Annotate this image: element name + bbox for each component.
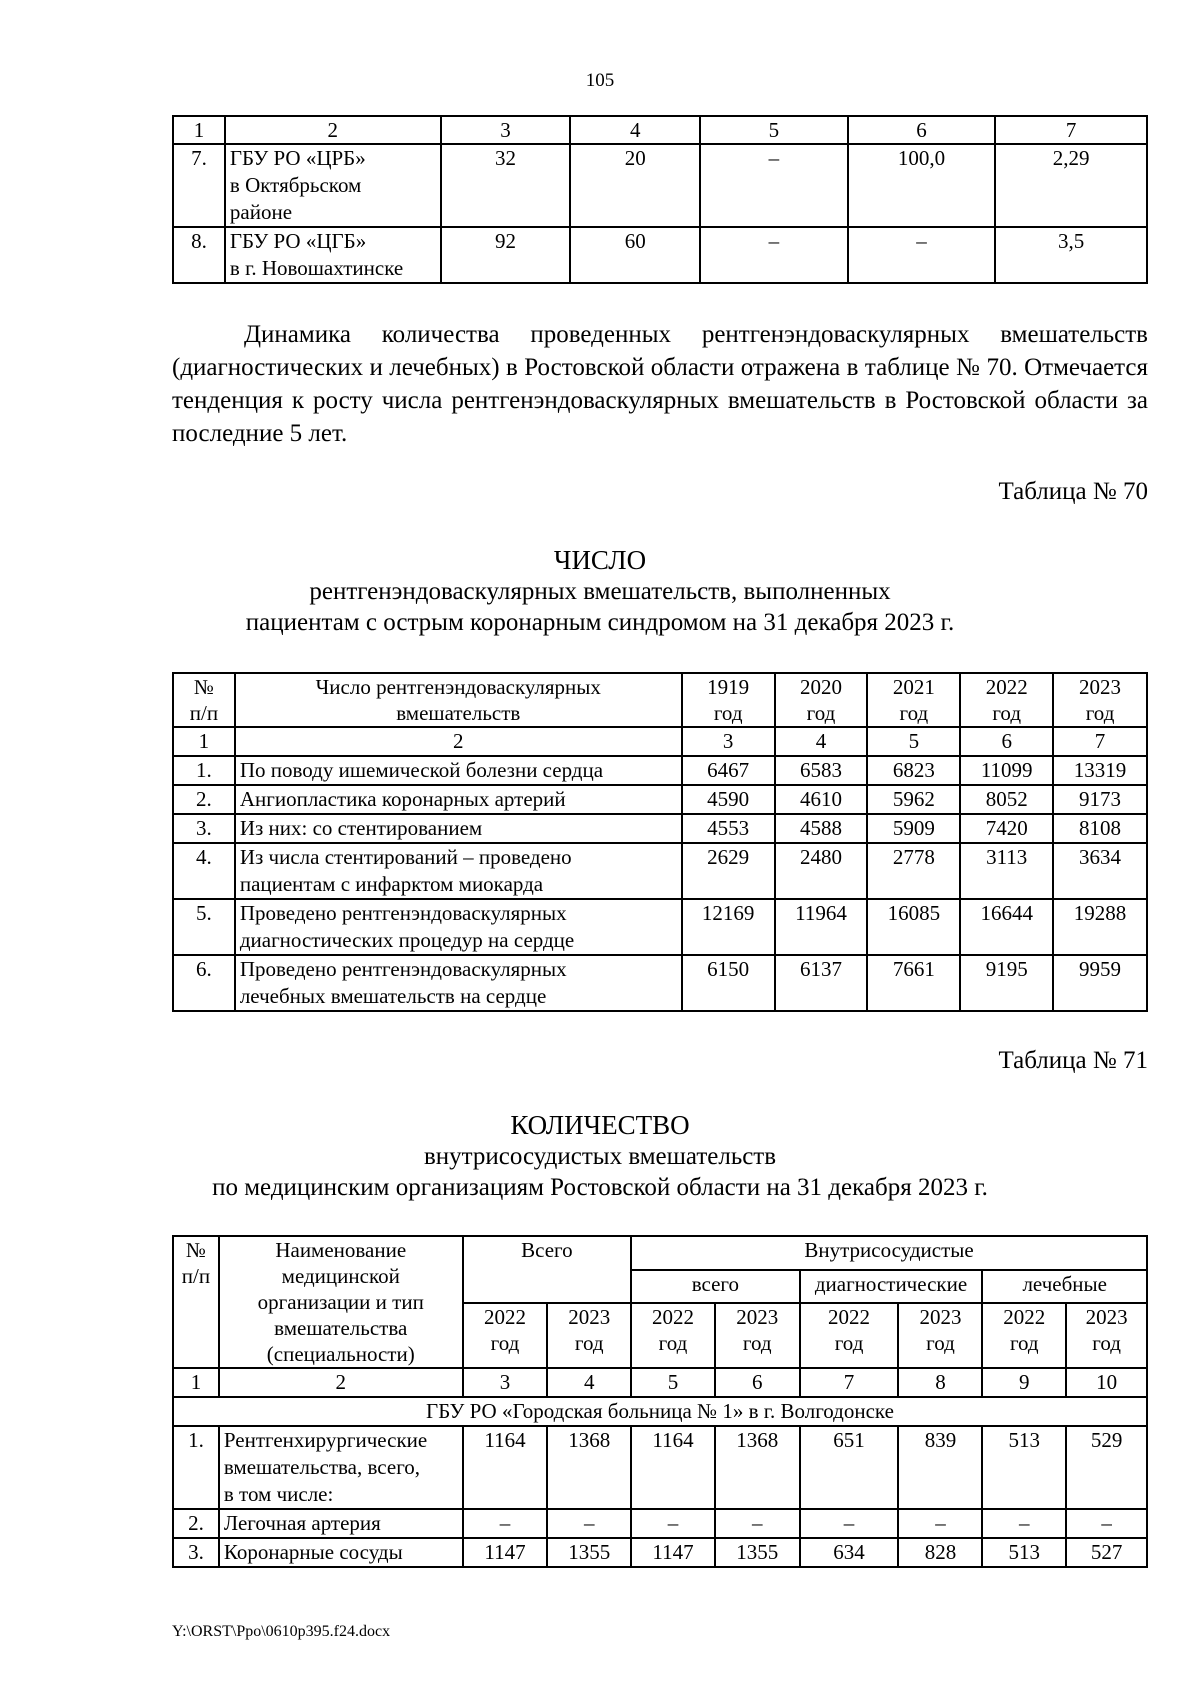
row-label <box>235 843 682 899</box>
table-row <box>173 899 1147 955</box>
cell: 1355 <box>547 1538 631 1567</box>
col-num: 7 <box>800 1368 899 1397</box>
cell: – <box>700 144 848 227</box>
cell: 529 <box>1066 1426 1147 1509</box>
header-year <box>960 673 1053 727</box>
title-line: по медицинским организациям Ростовской области на 31 декабря 2023 г. <box>212 1174 988 1201</box>
year-unit: год <box>1085 701 1115 725</box>
cell: 13319 <box>1053 756 1147 785</box>
col-num: 6 <box>960 727 1053 756</box>
cell: 6150 <box>682 955 775 1011</box>
year-unit: год <box>658 1331 688 1356</box>
year: 2023 <box>1085 1305 1128 1330</box>
cell: 1147 <box>631 1538 715 1567</box>
cell: 11964 <box>775 899 868 955</box>
table-row <box>173 1538 1147 1567</box>
body-paragraph: Динамика количества проведенных рентгенэндоваскулярных вмешательств (диагностических и лечебных) в Ростовской области отражена в таблице № 70. Отмечается тенденция к росту числа рентгенэндоваскулярных вмешательств в Ростовской области за последние 5 лет. <box>172 321 1148 447</box>
header-cell: 5 <box>700 116 848 144</box>
column-number-row <box>173 1368 1147 1397</box>
cell: 651 <box>800 1426 899 1509</box>
table-70-label: Таблица № 70 <box>998 478 1148 505</box>
year-unit: год <box>834 1331 864 1356</box>
row-number: 8. <box>173 227 225 283</box>
col-num: 1 <box>173 727 235 756</box>
cell: 4553 <box>682 814 775 843</box>
org-name <box>225 227 441 283</box>
row-label-line: в том числе: <box>223 1482 334 1506</box>
header-diagnostic: диагностические <box>800 1270 983 1304</box>
cell: 12169 <box>682 899 775 955</box>
header-total: Всего <box>463 1236 631 1303</box>
cell: 5962 <box>867 785 960 814</box>
header-line: п/п <box>181 1264 211 1288</box>
cell: 2778 <box>867 843 960 899</box>
header-line: вмешательства <box>274 1316 408 1340</box>
cell: 828 <box>898 1538 982 1567</box>
row-number: 1. <box>173 1426 219 1509</box>
row-label-line: Рентгенхирургические <box>223 1428 428 1452</box>
cell: – <box>848 227 996 283</box>
table-71-title <box>0 1110 1200 1203</box>
row-label-line: Проведено рентгенэндоваскулярных <box>239 957 567 981</box>
cell: 513 <box>982 1426 1066 1509</box>
year: 2021 <box>892 675 935 699</box>
year: 2020 <box>800 675 842 699</box>
row-label-line: Из числа стентирований – проведено <box>239 845 572 869</box>
cell: 839 <box>898 1426 982 1509</box>
year-unit: год <box>713 701 743 725</box>
row-label-line: диагностических процедур на сердце <box>239 928 575 952</box>
cell: 92 <box>441 227 571 283</box>
row-number: 2. <box>173 785 235 814</box>
header-year <box>898 1303 982 1368</box>
table-row <box>173 144 1147 227</box>
org-name-line: ГБУ РО «ЦРБ» <box>229 146 366 170</box>
cell: 16085 <box>867 899 960 955</box>
header-year <box>682 673 775 727</box>
year: 2023 <box>919 1305 962 1330</box>
header-cell: 2 <box>225 116 441 144</box>
table-70 <box>172 672 1148 1012</box>
cell: 2480 <box>775 843 868 899</box>
org-name-line: районе <box>229 200 293 224</box>
header-year <box>775 673 868 727</box>
col-num: 1 <box>173 1368 219 1397</box>
header-year <box>715 1303 800 1368</box>
col-num: 10 <box>1066 1368 1147 1397</box>
col-num: 5 <box>631 1368 715 1397</box>
table-row <box>173 756 1147 785</box>
cell: 7420 <box>960 814 1053 843</box>
cell: 9959 <box>1053 955 1147 1011</box>
org-name-line: в Октябрьском <box>229 173 362 197</box>
header-year <box>982 1303 1066 1368</box>
row-number: 6. <box>173 955 235 1011</box>
row-number: 1. <box>173 756 235 785</box>
cell: 1147 <box>463 1538 548 1567</box>
header-number <box>173 673 235 727</box>
year: 2022 <box>828 1305 871 1330</box>
col-num: 7 <box>1053 727 1147 756</box>
file-path-footer: Y:\ORST\Ppo\0610p395.f24.docx <box>172 1623 391 1640</box>
row-label: Легочная артерия <box>219 1509 463 1538</box>
year-unit: год <box>926 1331 955 1356</box>
header-year <box>800 1303 899 1368</box>
cell: 5909 <box>867 814 960 843</box>
col-num: 6 <box>715 1368 800 1397</box>
table-row <box>173 814 1147 843</box>
row-number: 2. <box>173 1509 219 1538</box>
title-line: ЧИСЛО <box>553 545 647 575</box>
org-name <box>225 144 441 227</box>
header-cell: 4 <box>570 116 700 144</box>
cell: 32 <box>441 144 571 227</box>
table-71 <box>172 1235 1148 1568</box>
header-cell: 7 <box>995 116 1147 144</box>
header-line: № <box>193 675 214 699</box>
column-number-row <box>173 727 1147 756</box>
cell: 4610 <box>775 785 868 814</box>
cell: – <box>700 227 848 283</box>
year-unit: год <box>742 1331 772 1356</box>
row-label <box>235 899 682 955</box>
row-number: 5. <box>173 899 235 955</box>
header-line: п/п <box>189 701 219 725</box>
row-label-line: лечебных вмешательств на сердце <box>239 984 547 1008</box>
table-row <box>173 1426 1147 1509</box>
cell: 100,0 <box>848 144 996 227</box>
cell: – <box>715 1509 800 1538</box>
cell: 6583 <box>775 756 868 785</box>
title-line: КОЛИЧЕСТВО <box>510 1110 690 1140</box>
cell: 4590 <box>682 785 775 814</box>
row-number: 7. <box>173 144 225 227</box>
header-line: (специальности) <box>266 1342 415 1366</box>
row-label-line: вмешательства, всего, <box>223 1455 421 1479</box>
year: 2022 <box>651 1305 694 1330</box>
cell: 9195 <box>960 955 1053 1011</box>
header-line: вмешательств <box>396 701 521 725</box>
section-heading: ГБУ РО «Городская больница № 1» в г. Волгодонске <box>173 1397 1147 1426</box>
cell: 11099 <box>960 756 1053 785</box>
table-header-row <box>173 673 1147 727</box>
cell: 3634 <box>1053 843 1147 899</box>
table-header-row <box>173 1236 1147 1270</box>
cell: 3,5 <box>995 227 1147 283</box>
cell: – <box>1066 1509 1147 1538</box>
row-label <box>235 955 682 1011</box>
header-line: Наименование <box>275 1238 407 1262</box>
cell: 1164 <box>631 1426 715 1509</box>
header-line: организации и тип <box>257 1290 424 1314</box>
cell: – <box>463 1509 548 1538</box>
header-year <box>1066 1303 1147 1368</box>
col-num: 2 <box>235 727 682 756</box>
cell: 9173 <box>1053 785 1147 814</box>
header-name <box>219 1236 463 1368</box>
col-num: 5 <box>867 727 960 756</box>
header-year <box>547 1303 631 1368</box>
cell: – <box>547 1509 631 1538</box>
col-num: 4 <box>547 1368 631 1397</box>
org-name-line: ГБУ РО «ЦГБ» <box>229 229 367 253</box>
header-year <box>631 1303 715 1368</box>
year: 2022 <box>1003 1305 1046 1330</box>
row-label-line: пациентам с инфарктом миокарда <box>239 872 544 896</box>
cell: 8108 <box>1053 814 1147 843</box>
row-label: Из них: со стентированием <box>235 814 682 843</box>
year-unit: год <box>806 701 836 725</box>
row-number: 4. <box>173 843 235 899</box>
year-unit: год <box>574 1331 604 1356</box>
cell: 2,29 <box>995 144 1147 227</box>
title-line: рентгенэндоваскулярных вмешательств, выполненных <box>309 578 891 605</box>
header-year <box>463 1303 548 1368</box>
table-row <box>173 843 1147 899</box>
year: 1919 <box>707 675 750 699</box>
cell: 7661 <box>867 955 960 1011</box>
col-num: 3 <box>463 1368 548 1397</box>
table-header-row <box>173 116 1147 144</box>
cell: – <box>800 1509 899 1538</box>
year-unit: год <box>1009 1331 1039 1356</box>
year-unit: год <box>992 701 1022 725</box>
row-number: 3. <box>173 814 235 843</box>
year-unit: год <box>490 1331 520 1356</box>
col-num: 2 <box>219 1368 463 1397</box>
table-row <box>173 1509 1147 1538</box>
table-row <box>173 227 1147 283</box>
table-row <box>173 785 1147 814</box>
section-row <box>173 1397 1147 1426</box>
row-number: 3. <box>173 1538 219 1567</box>
cell: 60 <box>570 227 700 283</box>
cell: 1368 <box>547 1426 631 1509</box>
cell: 6137 <box>775 955 868 1011</box>
row-label <box>219 1426 463 1509</box>
cell: 3113 <box>960 843 1053 899</box>
year-unit: год <box>899 701 929 725</box>
cell: 513 <box>982 1538 1066 1567</box>
org-name-line: в г. Новошахтинске <box>229 256 404 280</box>
cell: – <box>631 1509 715 1538</box>
year: 2023 <box>568 1305 611 1330</box>
col-num: 3 <box>682 727 775 756</box>
title-line: пациентам с острым коронарным синдромом на 31 декабря 2023 г. <box>245 609 955 636</box>
title-line: внутрисосудистых вмешательств <box>423 1143 777 1170</box>
page-number: 105 <box>585 70 615 91</box>
cell: 2629 <box>682 843 775 899</box>
cell: 1368 <box>715 1426 800 1509</box>
row-label: Ангиопластика коронарных артерий <box>235 785 682 814</box>
year: 2022 <box>985 675 1028 699</box>
year: 2022 <box>483 1305 526 1330</box>
cell: 16644 <box>960 899 1053 955</box>
cell: 1164 <box>463 1426 548 1509</box>
cell: 6823 <box>867 756 960 785</box>
header-cell: 3 <box>441 116 571 144</box>
cell: 527 <box>1066 1538 1147 1567</box>
table-row <box>173 955 1147 1011</box>
cell: – <box>982 1509 1066 1538</box>
cell: 8052 <box>960 785 1053 814</box>
header-line: Число рентгенэндоваскулярных <box>315 675 601 699</box>
year-unit: год <box>1092 1331 1121 1356</box>
year: 2023 <box>736 1305 779 1330</box>
cell: 634 <box>800 1538 899 1567</box>
header-name <box>235 673 682 727</box>
header-year <box>867 673 960 727</box>
cell: – <box>898 1509 982 1538</box>
row-label-line: Проведено рентгенэндоваскулярных <box>239 901 567 925</box>
year: 2023 <box>1079 675 1122 699</box>
table-70-title <box>0 545 1200 638</box>
header-intravascular: Внутрисосудистые <box>631 1236 1147 1270</box>
col-num: 4 <box>775 727 868 756</box>
table-69-continuation <box>172 115 1148 284</box>
header-treatment: лечебные <box>982 1270 1147 1304</box>
cell: 6467 <box>682 756 775 785</box>
header-cell: 6 <box>848 116 996 144</box>
col-num: 9 <box>982 1368 1066 1397</box>
header-number <box>173 1236 219 1368</box>
row-label: По поводу ишемической болезни сердца <box>235 756 682 785</box>
cell: 20 <box>570 144 700 227</box>
header-year <box>1053 673 1147 727</box>
cell: 19288 <box>1053 899 1147 955</box>
table-71-label: Таблица № 71 <box>998 1047 1148 1074</box>
cell: 1355 <box>715 1538 800 1567</box>
header-line: медицинской <box>281 1264 400 1288</box>
cell: 4588 <box>775 814 868 843</box>
header-all: всего <box>631 1270 799 1304</box>
row-label: Коронарные сосуды <box>219 1538 463 1567</box>
col-num: 8 <box>898 1368 982 1397</box>
header-line: № <box>185 1238 206 1262</box>
header-cell: 1 <box>173 116 225 144</box>
